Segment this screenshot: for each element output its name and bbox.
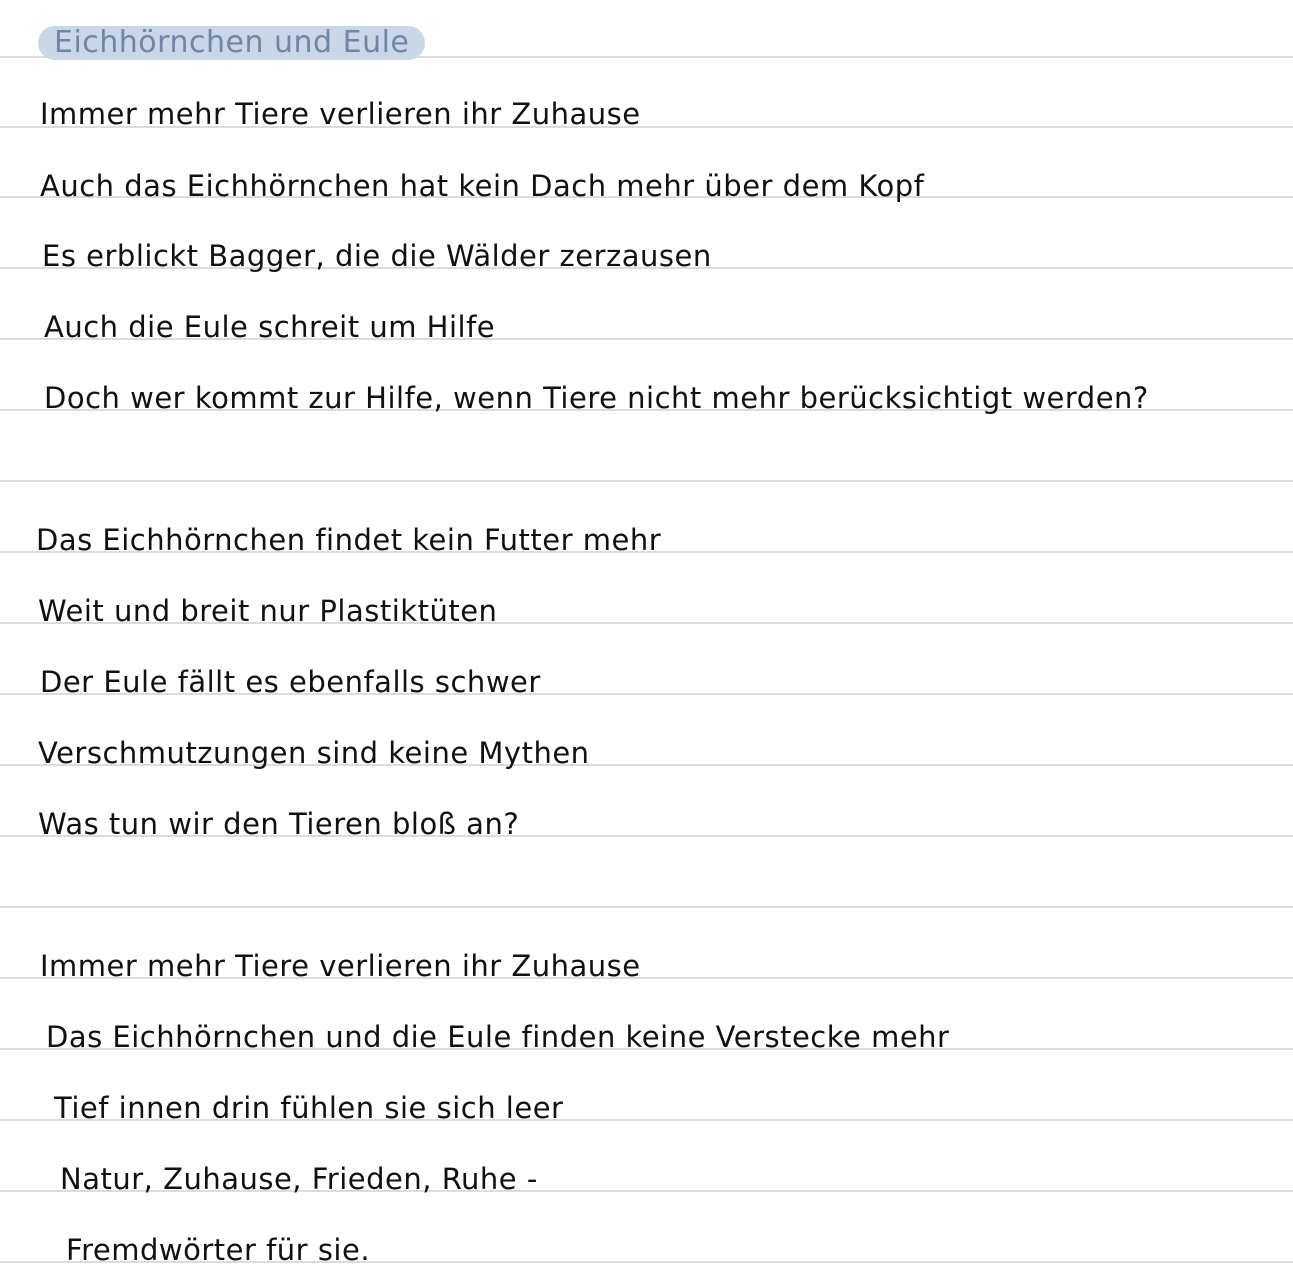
poem-line: Das Eichhörnchen findet kein Futter mehr [36,523,662,557]
poem-line: Auch das Eichhörnchen hat kein Dach mehr über dem Kopf [40,169,925,203]
poem-line: Das Eichhörnchen und die Eule finden keine Verstecke mehr [46,1020,950,1054]
ruled-line [0,906,1293,908]
poem-line: Tief innen drin fühlen sie sich leer [54,1091,564,1125]
poem-title: Eichhörnchen und Eule [54,25,410,60]
poem-line: Doch wer kommt zur Hilfe, wenn Tiere nicht mehr berücksichtigt werden? [44,381,1149,415]
poem-line: Verschmutzungen sind keine Mythen [38,736,590,770]
poem-line: Der Eule fällt es ebenfalls schwer [40,665,541,699]
poem-line: Es erblickt Bagger, die die Wälder zerzausen [42,239,712,273]
poem-line: Weit und breit nur Plastiktüten [38,594,498,628]
poem-line: Immer mehr Tiere verlieren ihr Zuhause [40,97,641,131]
title-highlight [38,26,425,60]
poem-line: Immer mehr Tiere verlieren ihr Zuhause [40,949,641,983]
poem-line: Fremdwörter für sie. [66,1233,371,1267]
ruled-line [0,480,1293,482]
poem-line: Auch die Eule schreit um Hilfe [44,310,496,344]
poem-line: Natur, Zuhause, Frieden, Ruhe - [60,1162,538,1196]
poem-line: Was tun wir den Tieren bloß an? [38,807,520,841]
